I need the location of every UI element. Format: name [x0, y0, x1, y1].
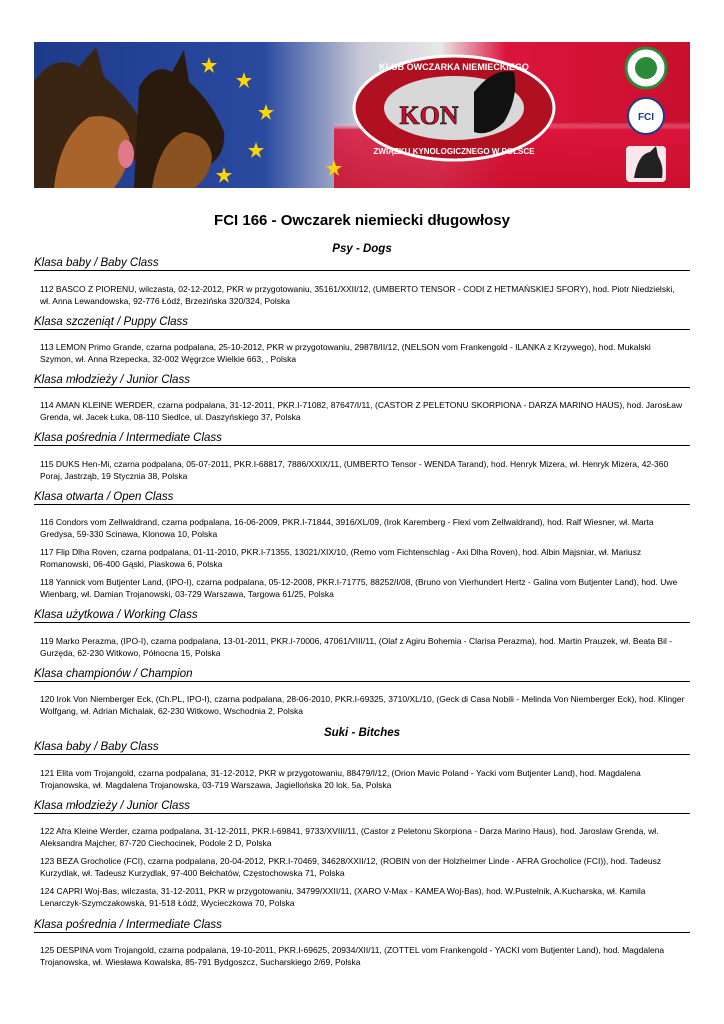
svg-text:KON: KON — [399, 101, 459, 130]
gender-heading-dogs: Psy - Dogs — [332, 243, 392, 255]
entry-125: 125 DESPINA vom Trojangold, czarna podpalana, 19-10-2011, PKR.I-69625, 20934/XII/11, (ZOTTEL vom Frankengold - YACKI vom Butjenter Land), hod. Magdalena Trojanowska, wł. Wiesława Kowalska, 85-791 Bydgoszcz, Sucharskiego 2/69, Polska — [40, 945, 665, 967]
class-heading: Klasa pośrednia / Intermediate Class — [34, 918, 690, 933]
entry-116: 116 Condors vom Zellwaldrand, czarna podpalana, 16-06-2009, PKR.I-71844, 3916/XL/09, (Irok Karemberg - Flexi vom Zellwaldrand), hod. Ralf Wiesner, wł. Marta Gredysa, 59-330 Scinawa, Klonowa 10, Polska — [40, 517, 654, 539]
class-heading: Klasa otwarta / Open Class — [34, 490, 690, 505]
entry-117: 117 Flip Dlha Roven, czarna podpalana, 01-11-2010, PKR.I-71355, 13021/XIX/10, (Remo vom Fichtenschlag - Axi Dlha Roven), hod. Albin Majsniar, wł. Mariusz Romanowski, 06-400 Gąski, Piaskowa 6, Polska — [40, 547, 642, 569]
svg-text:KLUB OWCZARKA NIEMIECKIEGO: KLUB OWCZARKA NIEMIECKIEGO — [379, 62, 529, 72]
entry-119: 119 Marko Perazma, (IPO-I), czarna podpalana, 13-01-2011, PKR.I-70006, 47061/VIII/11, (Olaf z Agiru Bohemia - Clarisa Perazma), hod. Martin Prauzek, wł. Beata Bil - Gurzęda, 62-230 Witkowo, Północna 15, Polska — [40, 636, 673, 658]
entry-113: 113 LEMON Primo Grande, czarna podpalana, 25-10-2012, PKR w przygotowaniu, 29878/II/12, (NELSON vom Frankengold - ILANKA z Krzywego), hod. Mukalski Szymon, wł. Anna Rzepecka, 32-002 Węgrzce Wielkie 663, , Polska — [40, 342, 651, 364]
class-heading: Klasa młodzieży / Junior Class — [34, 799, 690, 814]
svg-text:ZWIĄZKU KYNOLOGICZNEGO W POLSC: ZWIĄZKU KYNOLOGICZNEGO W POLSCE — [373, 147, 535, 156]
class-heading: Klasa baby / Baby Class — [34, 740, 690, 755]
class-heading: Klasa pośrednia / Intermediate Class — [34, 431, 690, 446]
gender-heading-bitches: Suki - Bitches — [323, 727, 401, 739]
entry-112: 112 BASCO Z PIORENU, wilczasta, 02-12-2012, PKR w przygotowaniu, 35161/XXII/12, (UMBERTO TENSOR - CODI Z HETMAŃSKIEJ SFORY), hod. Piotr Niedzielski, wł. Anna Lewandowska, 92-776 Łódź, Brzezińska 320/324, Polska — [40, 284, 675, 306]
class-heading: Klasa baby / Baby Class — [34, 256, 690, 271]
page-title: FCI 166 - Owczarek niemiecki długowłosy — [214, 212, 510, 229]
class-heading: Klasa championów / Champion — [34, 667, 690, 682]
entry-124: 124 CAPRI Woj-Bas, wilczasta, 31-12-2011, PKR w przygotowaniu, 34799/XXII/11, (XARO V-Max - KAMEA Woj-Bas), hod. W.Pustelnik, A.Kucharska, wł. Kamila Lenarczyk-Szymczakowska, 91-518 Łódź, Wycieczkowa 70, Polska — [40, 886, 646, 908]
entry-123: 123 BEZA Grocholice (FCI), czarna podpalana, 20-04-2012, PKR.I-70469, 34628/XXII/12, (ROBIN von der Holzheimer Linde - AFRA Grocholice (FCI)), hod. Tadeusz Kurzydlak, wł. Tadeusz Kurzydlak, 97-400 Bełchatów, Częstochowska 71, Polska — [40, 856, 662, 878]
entry-118: 118 Yannick vom Butjenter Land, (IPO-I), czarna podpalana, 05-12-2008, PKR.I-71775, 88252/I/08, (Bruno von Vierhundert Hertz - Galina vom Butjenter Land), hod. Uwe Wienbarg, wł. Damian Trojanowski, 03-729 Warszawa, Targowa 61/25, Polska — [40, 577, 678, 599]
entry-121: 121 Elita vom Trojangold, czarna podpalana, 31-12-2012, PKR w przygotowaniu, 88479/I/12, (Orion Mavic Poland - Yacki vom Butjenter Land), hod. Magdalena Trojanowska, wł. Magdalena Trojanowska, 03-719 Warszawa, Jagiellońska 20 lok. 5a, Polska — [40, 768, 641, 790]
svg-text:FCI: FCI — [637, 112, 655, 123]
banner-graphic — [34, 42, 690, 188]
entry-115: 115 DUKS Hen-Mi, czarna podpalana, 05-07-2011, PKR.I-68817, 7886/XXIX/11, (UMBERTO Tensor - WENDA Tarand), hod. Henryk Mizera, wł. Henryk Mizera, 42-360 Poraj, Jastrząb, 19 Stycznia 38, Polska — [40, 459, 669, 481]
club-logo-icon — [354, 56, 554, 160]
class-heading: Klasa młodzieży / Junior Class — [34, 373, 690, 388]
entry-114: 114 AMAN KLEINE WERDER, czarna podpalana, 31-12-2011, PKR.I-71082, 87647/I/11, (CASTOR Z PELETONU SKORPIONA - DARZA MARINO HAUS), hod. JarosŁaw Grenda, wł. Jacek Łuka, 08-110 Siedlce, ul. Daszyńskiego 37, Polska — [40, 400, 683, 422]
class-heading: Klasa użytkowa / Working Class — [34, 608, 690, 623]
class-heading: Klasa szczeniąt / Puppy Class — [34, 315, 690, 330]
header-banner — [34, 42, 690, 188]
entry-122: 122 Afra Kleine Werder, czarna podpalana, 31-12-2011, PKR.I-69841, 9733/XVIII/11, (Castor z Peletonu Skorpiona - Darza Marino Haus), hod. Jaroslaw Grenda, wł. Aleksandra Majcher, 87-720 Ciechocinek, Podole 2 D, Polska — [40, 826, 659, 848]
entry-120: 120 Irok Von Niemberger Eck, (Ch.PL, IPO-I), czarna podpalana, 28-06-2010, PKR.I-69325, 3710/XL/10, (Geck di Casa Nobili - Melinda Von Niemberger Eck), hod. Klinger Wolfgang, wł. Adrian Michalak, 62-230 Witkowo, Wschodnia 2, Polska — [40, 694, 685, 716]
fci-logos-icon — [626, 48, 666, 182]
